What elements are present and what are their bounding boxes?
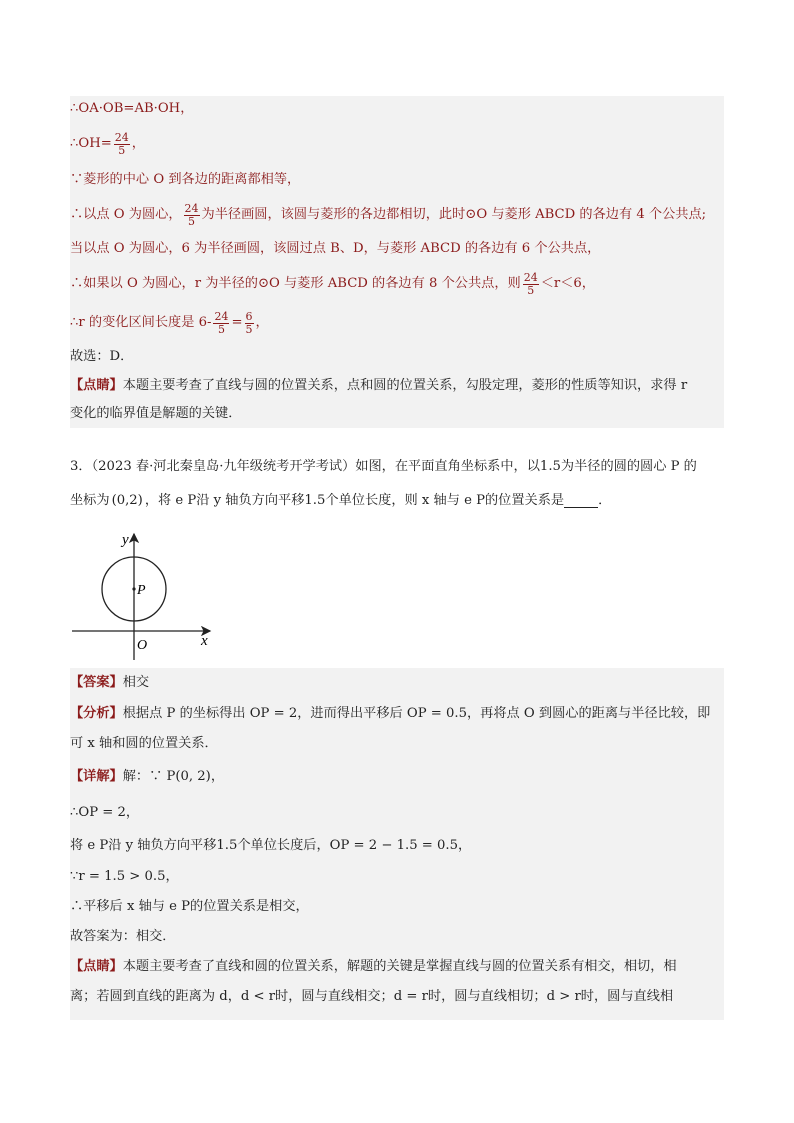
denominator: 5: [118, 143, 126, 157]
step-text: ∴OH=: [70, 136, 112, 151]
detail-line: [70, 892, 724, 922]
comment-text: 本题主要考查了直线和圆的位置关系，解题的关键是掌握直线与圆的位置关系有相交，相切，相: [122, 959, 677, 974]
fraction: [213, 311, 229, 336]
numerator: 24: [214, 309, 229, 323]
numerator: 6: [245, 309, 253, 323]
step-text: ，: [131, 136, 145, 151]
origin-label: O: [137, 638, 148, 653]
coordinate-figure: [70, 528, 220, 663]
answer-tag: 【答案】: [70, 675, 123, 690]
question-line: [70, 454, 724, 480]
analysis-line: [70, 730, 724, 758]
detail-text: 故答案为：相交．: [70, 929, 176, 944]
coordinate: (0,2): [111, 493, 143, 508]
detail-text: ∵r = 1.5 > 0.5，: [70, 869, 179, 884]
x-label: x: [201, 633, 208, 649]
step-text: ，: [255, 315, 269, 330]
step-text: ∵菱形的中心 O 到各边的距离都相等，: [70, 172, 301, 187]
step-text: ∴r 的变化区间长度是 6-: [70, 315, 212, 330]
question-text: 3．（2023 春·河北秦皇岛·九年级统考开学考试）如图，在平面直角坐标系中，以1.5为半径的圆的圆心 P 的: [70, 459, 697, 474]
answer-line: [70, 668, 724, 698]
denominator: 5: [217, 322, 225, 336]
step-line: [70, 96, 724, 124]
numerator: 24: [114, 130, 129, 144]
detail-line: [70, 830, 724, 862]
analysis-text: 根据点 P 的坐标得出 OP = 2，进而得出平移后 OP = 0.5，再将点 O 到圆心的距离与半径比较，即: [122, 706, 711, 721]
figure-svg: [70, 528, 220, 663]
detail-line: [70, 862, 724, 892]
question-text: 坐标为: [70, 493, 110, 508]
comment-tag: 【点睛】: [70, 959, 123, 974]
question-line: [70, 488, 724, 514]
question-text: ．: [598, 493, 612, 508]
detail-line: [70, 758, 724, 796]
step-line: [70, 164, 724, 196]
fraction: [523, 272, 539, 297]
step-line: [70, 196, 724, 234]
step-text: ＜r＜6，: [540, 276, 595, 291]
denominator: 5: [188, 214, 196, 228]
step-line: [70, 234, 724, 264]
fraction: [114, 132, 130, 157]
answer-blank[interactable]: [564, 495, 598, 508]
analysis-line: [70, 698, 724, 730]
answer-text: 相交: [122, 675, 150, 690]
solution-block-top: [70, 96, 724, 428]
denominator: 5: [527, 283, 535, 297]
solution-block-bottom: [70, 668, 724, 1020]
detail-line: [70, 922, 724, 952]
step-line: [70, 264, 724, 304]
comment-text: 离；若圆到直线的距离为 d，d < r时，圆与直线相交；d = r时，圆与直线相切；d > r时，圆与直线相: [70, 989, 674, 1004]
question-text: ，将 e P沿 y 轴负方向平移1.5个单位长度，则 x 轴与 e P的位置关系是: [144, 493, 565, 508]
detail-text: 将 e P沿 y 轴负方向平移1.5个单位长度后，OP = 2 − 1.5 = 0.5，: [70, 838, 472, 853]
step-text: ∴OA·OB=AB·OH，: [70, 101, 194, 116]
step-text: 当以点 O 为圆心，6 为半径画圆，该圆过点 B、D，与菱形 ABCD 的各边有 6 个公共点，: [70, 241, 601, 256]
step-line: [70, 124, 724, 164]
choice-text: 故选：D．: [70, 349, 134, 364]
comment-text: 本题主要考查了直线与圆的位置关系，点和圆的位置关系，勾股定理，菱形的性质等知识，求得 r: [122, 378, 688, 393]
detail-line: [70, 796, 724, 830]
choice-line: [70, 342, 724, 372]
comment-text: 变化的临界值是解题的关键．: [70, 406, 242, 421]
center-point: [132, 587, 135, 590]
detail-text: 解：∵ P(0, 2)，: [122, 769, 225, 784]
p-label: P: [137, 583, 146, 598]
comment-line: [70, 952, 724, 982]
fraction: [184, 203, 200, 228]
comment-line: [70, 400, 724, 428]
step-text: ∴以点 O 为圆心，: [70, 207, 182, 222]
analysis-text: 可 x 轴和圆的位置关系．: [70, 736, 218, 751]
detail-text: ∴OP = 2，: [70, 805, 140, 820]
step-line: [70, 304, 724, 342]
step-text: =: [231, 315, 243, 330]
y-label: y: [122, 532, 129, 548]
step-text: 为半径画圆，该圆与菱形的各边都相切，此时⊙O 与菱形 ABCD 的各边有 4 个公共点;: [201, 207, 707, 222]
detail-tag: 【详解】: [70, 769, 123, 784]
detail-text: ∴平移后 x 轴与 e P的位置关系是相交，: [70, 899, 309, 914]
comment-line: [70, 372, 724, 400]
analysis-tag: 【分析】: [70, 706, 123, 721]
numerator: 24: [523, 270, 538, 284]
comment-line: [70, 982, 724, 1012]
comment-tag: 【点睛】: [70, 378, 123, 393]
step-text: ∴如果以 O 为圆心，r 为半径的⊙O 与菱形 ABCD 的各边有 8 个公共点，则: [70, 276, 521, 291]
denominator: 5: [245, 322, 253, 336]
numerator: 24: [184, 201, 199, 215]
fraction: [245, 311, 254, 336]
